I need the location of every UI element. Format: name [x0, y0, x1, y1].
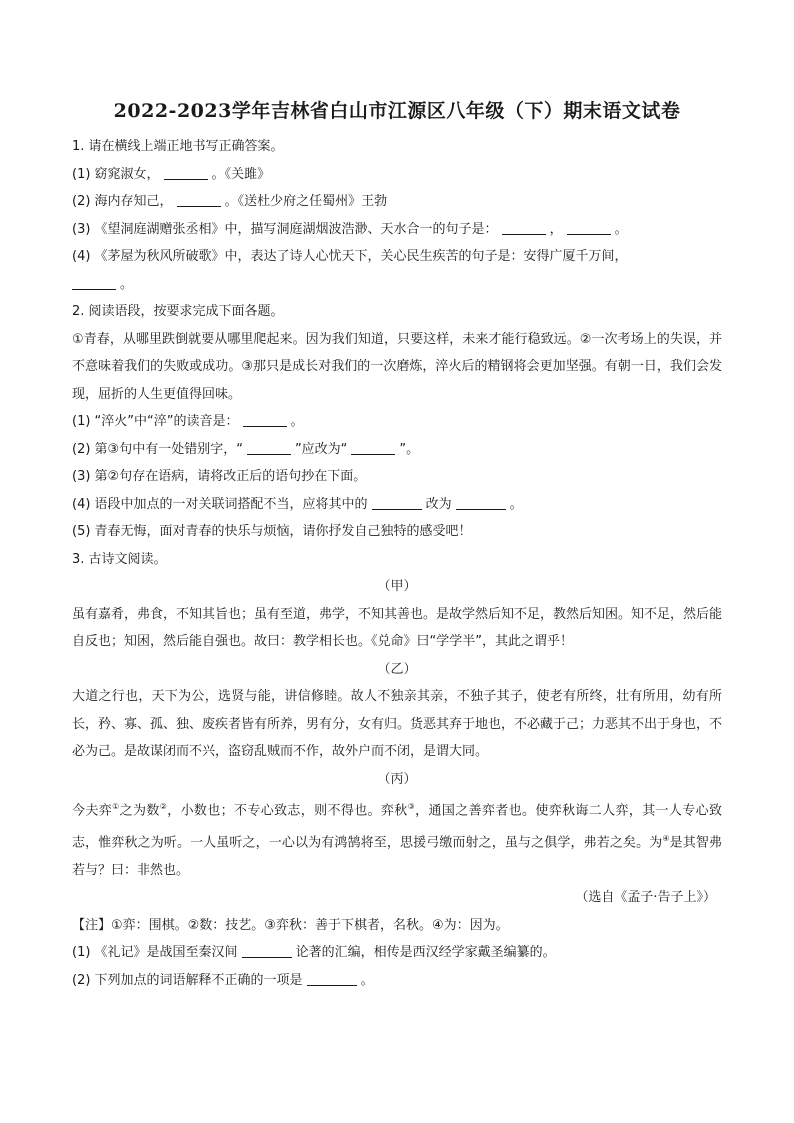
q3-item-1: (1) 《礼记》是战国至秦汉间 论著的汇编，相传是西汉经学家戴圣编纂的。	[72, 945, 556, 961]
q2-header: 2. 阅读语段，按要求完成下面各题。	[72, 304, 284, 319]
q1-item-2: (2) 海内存知己， 。《送杜少府之任蜀州》王勃	[72, 194, 388, 209]
yi-label: （乙）	[377, 661, 417, 677]
q3-item-2: (2) 下列加点的词语解释不正确的一项是 。	[72, 972, 374, 988]
jia-text: 虽有嘉肴，弗食，不知其旨也；虽有至道，弗学，不知其善也。是故学然后知不足，教然后知困。知不足，然后能自反也；知困，然后能自强也。故曰：教学相长也。《兑命》曰“学学半”，其此之谓乎！	[72, 606, 723, 649]
answer-blank[interactable]	[72, 275, 116, 290]
q3-header: 3. 古诗文阅读。	[72, 551, 167, 567]
annotation-note: 【注】①弈：围棋。②数：技艺。③弈秋：善于下棋者，名秋。④为：因为。	[72, 917, 509, 933]
q1-item-4: (4) 《茅屋为秋风所破歌》中，表达了诗人心忧天下，关心民生疾苦的句子是：安得广厦千万间， 。	[72, 249, 628, 292]
question-3	[72, 546, 722, 995]
footnote-marker: ③	[407, 802, 416, 811]
answer-blank[interactable]	[372, 495, 422, 510]
yi-text: 大道之行也，天下为公，选贤与能，讲信修睦。故人不独亲其亲，不独子其子，使老有所终，壮有所用，幼有所长，矜、寡、孤、独、废疾者皆有所养，男有分，女有归。货恶其弃于地也，不必藏于己；力恶其不出于身也，不必为己。是故谋闭而不兴，盗窃乱贼而不作，故外户而不闭，是谓大同。	[72, 689, 723, 759]
footnote-marker: ②	[159, 802, 168, 811]
answer-blank[interactable]	[177, 192, 221, 207]
jia-label: （甲）	[377, 579, 417, 594]
answer-blank[interactable]	[502, 220, 546, 235]
answer-blank[interactable]	[456, 495, 506, 510]
answer-blank[interactable]	[243, 412, 287, 427]
q2-passage: ①青春，从哪里跌倒就要从哪里爬起来。因为我们知道，只要这样，未来才能行稳致远。②一次考场上的失误，并不意味着我们的失败或成功。③那只是成长对我们的一次磨炼，淬火后的精钢将会更加坚强。有朝一日，我们会发现，屈折的人生更值得回味。	[72, 331, 722, 402]
question-1	[72, 133, 722, 298]
q2-item-1: (1) “淬火”中“淬”的读音是： 。	[72, 414, 304, 429]
bing-text: 今夫弈①之为数②，小数也；不专心致志，则不得也。弈秋③，通国之善弈者也。使弈秋诲二人弈，其一人专心致志，惟弈秋之为听。一人虽听之，一心以为有鸿鹄将至，思援弓缴而射之，虽与之俱学，弗若之矣。为④是其智弗若与？曰：非然也。	[72, 802, 722, 878]
q2-item-4: (4) 语段中加点的一对关联词搭配不当，应将其中的 改为 。	[72, 496, 523, 512]
q1-header: 1. 请在横线上端正地书写正确答案。	[72, 139, 284, 154]
q1-item-1: (1) 窈窕淑女， 。《关雎》	[72, 166, 271, 182]
answer-blank[interactable]	[164, 165, 208, 180]
answer-blank[interactable]	[247, 440, 291, 455]
footnote-marker: ①	[112, 802, 120, 811]
answer-blank[interactable]	[567, 220, 611, 235]
question-2	[72, 298, 722, 546]
answer-blank[interactable]	[351, 440, 395, 455]
q1-item-3: (3) 《望洞庭湖赠张丞相》中，描写洞庭湖烟波浩渺、天水合一的句子是： ， 。	[72, 221, 628, 237]
source-citation: （选自《孟子·告子上》）	[575, 890, 716, 906]
q2-item-3: (3) 第②句存在语病，请将改正后的语句抄在下面。	[72, 469, 367, 484]
answer-blank[interactable]	[307, 971, 357, 986]
answer-blank[interactable]	[242, 943, 292, 958]
bing-label: （丙）	[377, 771, 417, 787]
exam-title: 2022-2023学年吉林省白山市江源区八年级（下）期末语文试卷	[113, 100, 681, 122]
q2-item-2: (2) 第③句中有一处错别字，“ ”应改为“ ”。	[72, 441, 420, 457]
footnote-marker: ④	[662, 833, 670, 843]
q2-item-5: (5) 青春无悔，面对青春的快乐与烦恼，请你抒发自己独特的感受吧！	[72, 524, 472, 539]
